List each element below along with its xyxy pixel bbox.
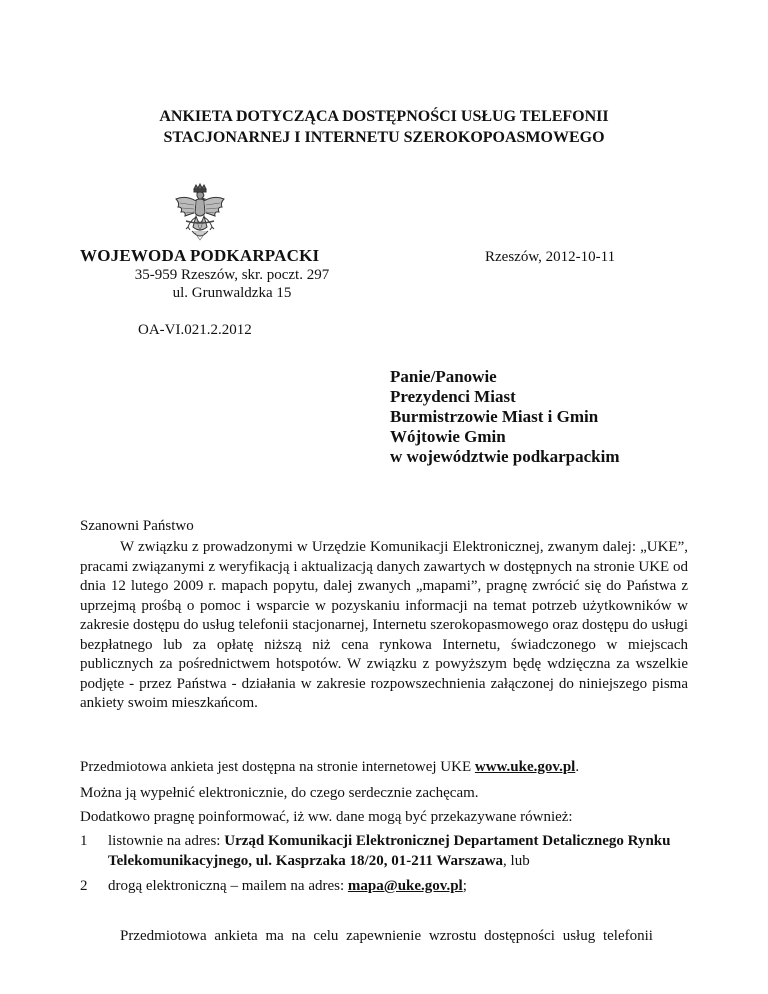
postal-address: Urząd Komunikacji Elektronicznej Departament Detalicznego Rynku Telekomunikacyjnego, ul. Kasprzaka 18/20, 01-211 Warszawa xyxy=(108,833,671,869)
body-paragraph: W związku z prowadzonymi w Urzędzie Komunikacji Elektronicznej, zwanym dalej: „UKE”, pracami związanymi z weryfikacją i aktualizacją danych zawartych w dostępnych na stronie UKE od dnia 12 lutego 2009 r. mapach popytu, dalej zwanych „mapami”, pragnę zwrócić się do Państwa z uprzejmą prośbą o pomoc i wsparcie w pozyskaniu informacji na temat potrzeb użytkowników w zakresie dostępu do usług telefonii stacjonarnej, Internetu szerokopasmowego oraz dostępu do usługi bezpłatnego lub za opłatę niższą niż cena rynkowa Internetu, świadczonego w miejscach publicznych za pośrednictwem hotspotów. W związku z powyższym będę wdzięczna za wszelkie podjęte - przez Państwa - działania w zakresie rozpowszechnienia załączonej do niniejszego pisma ankiety swoim mieszkańcom. xyxy=(80,539,688,711)
place-date: Rzeszów, 2012-10-11 xyxy=(485,249,616,265)
addressee-line: Wójtowie Gmin xyxy=(390,427,506,446)
sender-address xyxy=(120,266,344,302)
sender-address-line-1: 35-959 Rzeszów, skr. poczt. 297 xyxy=(134,267,330,283)
availability-suffix: . xyxy=(575,759,580,775)
list-item xyxy=(80,877,688,897)
addressee-line: w województwie podkarpackim xyxy=(390,447,620,466)
list-item-prefix: drogą elektroniczną – mailem na adres: xyxy=(108,878,348,894)
uke-website-link[interactable]: www.uke.gov.pl xyxy=(474,759,576,775)
list-item-suffix: , lub xyxy=(503,852,530,869)
list-item-suffix: ; xyxy=(462,878,467,894)
addressee-line: Burmistrzowie Miast i Gmin xyxy=(390,407,599,426)
greeting: Szanowni Państwo xyxy=(80,518,194,534)
additional-info-paragraph: Dodatkowo pragnę poinformować, iż ww. dane mogą być przekazywane również: xyxy=(80,809,573,825)
list-item-number: 2 xyxy=(80,878,88,894)
polish-eagle-emblem-icon xyxy=(172,183,228,243)
title-line-1: ANKIETA DOTYCZĄCA DOSTĘPNOŚCI USŁUG TELEFONII xyxy=(159,108,609,125)
last-paragraph: Przedmiotowa ankieta ma na celu zapewnienie wzrostu dostępności usług telefonii xyxy=(120,928,653,944)
document-title xyxy=(80,106,688,148)
sender-name: WOJEWODA PODKARPACKI xyxy=(80,246,320,265)
availability-paragraph xyxy=(80,758,688,777)
email-link[interactable]: mapa@uke.gov.pl xyxy=(347,878,463,894)
sender-address-line-2: ul. Grunwaldzka 15 xyxy=(172,285,292,301)
addressee-line: Prezydenci Miast xyxy=(390,387,516,406)
addressees-block xyxy=(390,367,620,467)
addressee-line: Panie/Panowie xyxy=(390,367,497,386)
reference-number: OA-VI.021.2.2012 xyxy=(138,322,252,338)
list-item-prefix: listownie na adres: xyxy=(108,833,225,849)
list-item xyxy=(80,832,688,871)
availability-prefix: Przedmiotowa ankieta jest dostępna na stronie internetowej UKE xyxy=(80,759,475,775)
list-item-number: 1 xyxy=(80,833,88,849)
title-line-2: STACJONARNEJ I INTERNETU SZEROKOPOASMOWEGO xyxy=(163,129,605,146)
electronic-fill-paragraph: Można ją wypełnić elektronicznie, do czego serdecznie zachęcam. xyxy=(80,785,479,801)
